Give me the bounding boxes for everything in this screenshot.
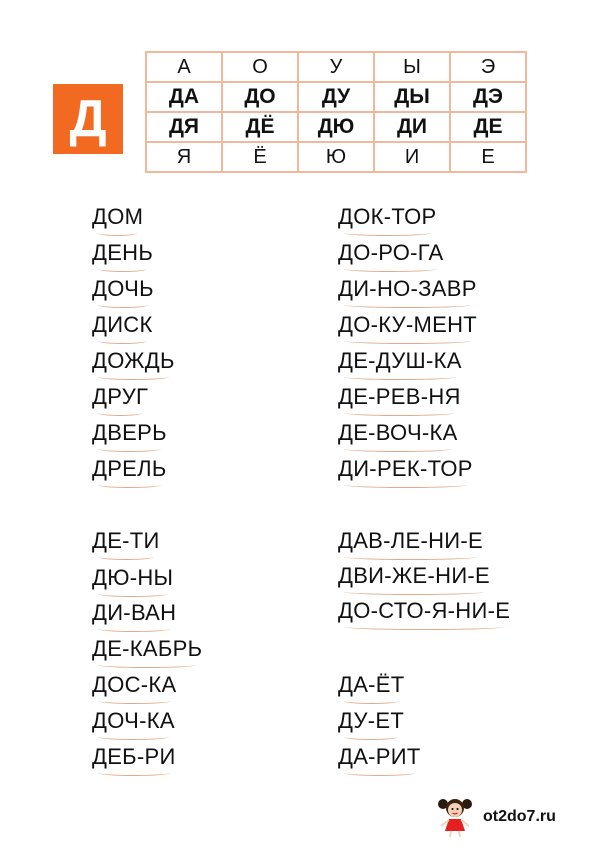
word-item: ДОМ xyxy=(92,204,144,229)
table-row xyxy=(146,142,526,172)
footer xyxy=(435,795,556,839)
table-cell: ДЁ xyxy=(222,112,298,142)
table-cell: Ё xyxy=(222,142,298,172)
table-cell: О xyxy=(222,52,298,82)
table-cell: ДЫ xyxy=(374,82,450,112)
word-item: ДОК-ТОР xyxy=(338,204,437,229)
word-item: ДОЖДЬ xyxy=(92,348,175,373)
table-cell: ДУ xyxy=(298,82,374,112)
word-item: ДИ-РЕК-ТОР xyxy=(338,456,473,481)
word-item: ДЕ-РЕВ-НЯ xyxy=(338,384,461,409)
word-item: ДЕ-КАБРЬ xyxy=(92,636,203,661)
table-cell: А xyxy=(146,52,222,82)
syllable-table xyxy=(145,51,527,173)
table-cell: ДО xyxy=(222,82,298,112)
table-row xyxy=(146,112,526,142)
word-item: ДВИ-ЖЕ-НИ-Е xyxy=(338,563,491,588)
girl-mascot-icon xyxy=(435,795,475,839)
word-item: ДРЕЛЬ xyxy=(92,456,167,481)
table-cell: Ю xyxy=(298,142,374,172)
word-item: ДОЧ-КА xyxy=(92,708,175,733)
word-item: ДУ-ЕТ xyxy=(338,708,405,733)
table-cell: Е xyxy=(450,142,526,172)
table-row xyxy=(146,82,526,112)
table-cell: Ы xyxy=(374,52,450,82)
word-item: ДИ-ВАН xyxy=(92,600,177,625)
table-cell: ДИ xyxy=(374,112,450,142)
word-item: ДЕ-ТИ xyxy=(92,528,160,553)
word-item: ДЕ-ДУШ-КА xyxy=(338,348,462,373)
word-item: ДА-ЁТ xyxy=(338,672,405,697)
word-item: ДЮ-НЫ xyxy=(92,565,174,590)
table-cell: ДЮ xyxy=(298,112,374,142)
site-link[interactable]: ot2do7.ru xyxy=(483,808,556,825)
word-item: ДРУГ xyxy=(92,384,149,409)
word-item: ДО-СТО-Я-НИ-Е xyxy=(338,598,511,623)
word-item: ДЕНЬ xyxy=(92,240,154,265)
table-cell: Э xyxy=(450,52,526,82)
word-item: ДО-РО-ГА xyxy=(338,240,444,265)
word-item: ДИСК xyxy=(92,312,153,337)
table-cell: У xyxy=(298,52,374,82)
word-item: ДОС-КА xyxy=(92,672,177,697)
word-item: ДВЕРЬ xyxy=(92,420,167,445)
letter-badge: Д xyxy=(53,84,123,154)
table-row xyxy=(146,52,526,82)
table-cell: Я xyxy=(146,142,222,172)
table-cell: ДЕ xyxy=(450,112,526,142)
word-item: ДИ-НО-ЗАВР xyxy=(338,276,477,301)
word-item: ДЕБ-РИ xyxy=(92,744,176,769)
table-cell: ДЭ xyxy=(450,82,526,112)
word-item: ДО-КУ-МЕНТ xyxy=(338,312,478,337)
word-item: ДА-РИТ xyxy=(338,744,421,769)
table-cell: ДА xyxy=(146,82,222,112)
word-item: ДОЧЬ xyxy=(92,276,154,301)
table-cell: ДЯ xyxy=(146,112,222,142)
table-cell: И xyxy=(374,142,450,172)
word-item: ДЕ-ВОЧ-КА xyxy=(338,420,458,445)
word-item: ДАВ-ЛЕ-НИ-Е xyxy=(338,528,484,553)
